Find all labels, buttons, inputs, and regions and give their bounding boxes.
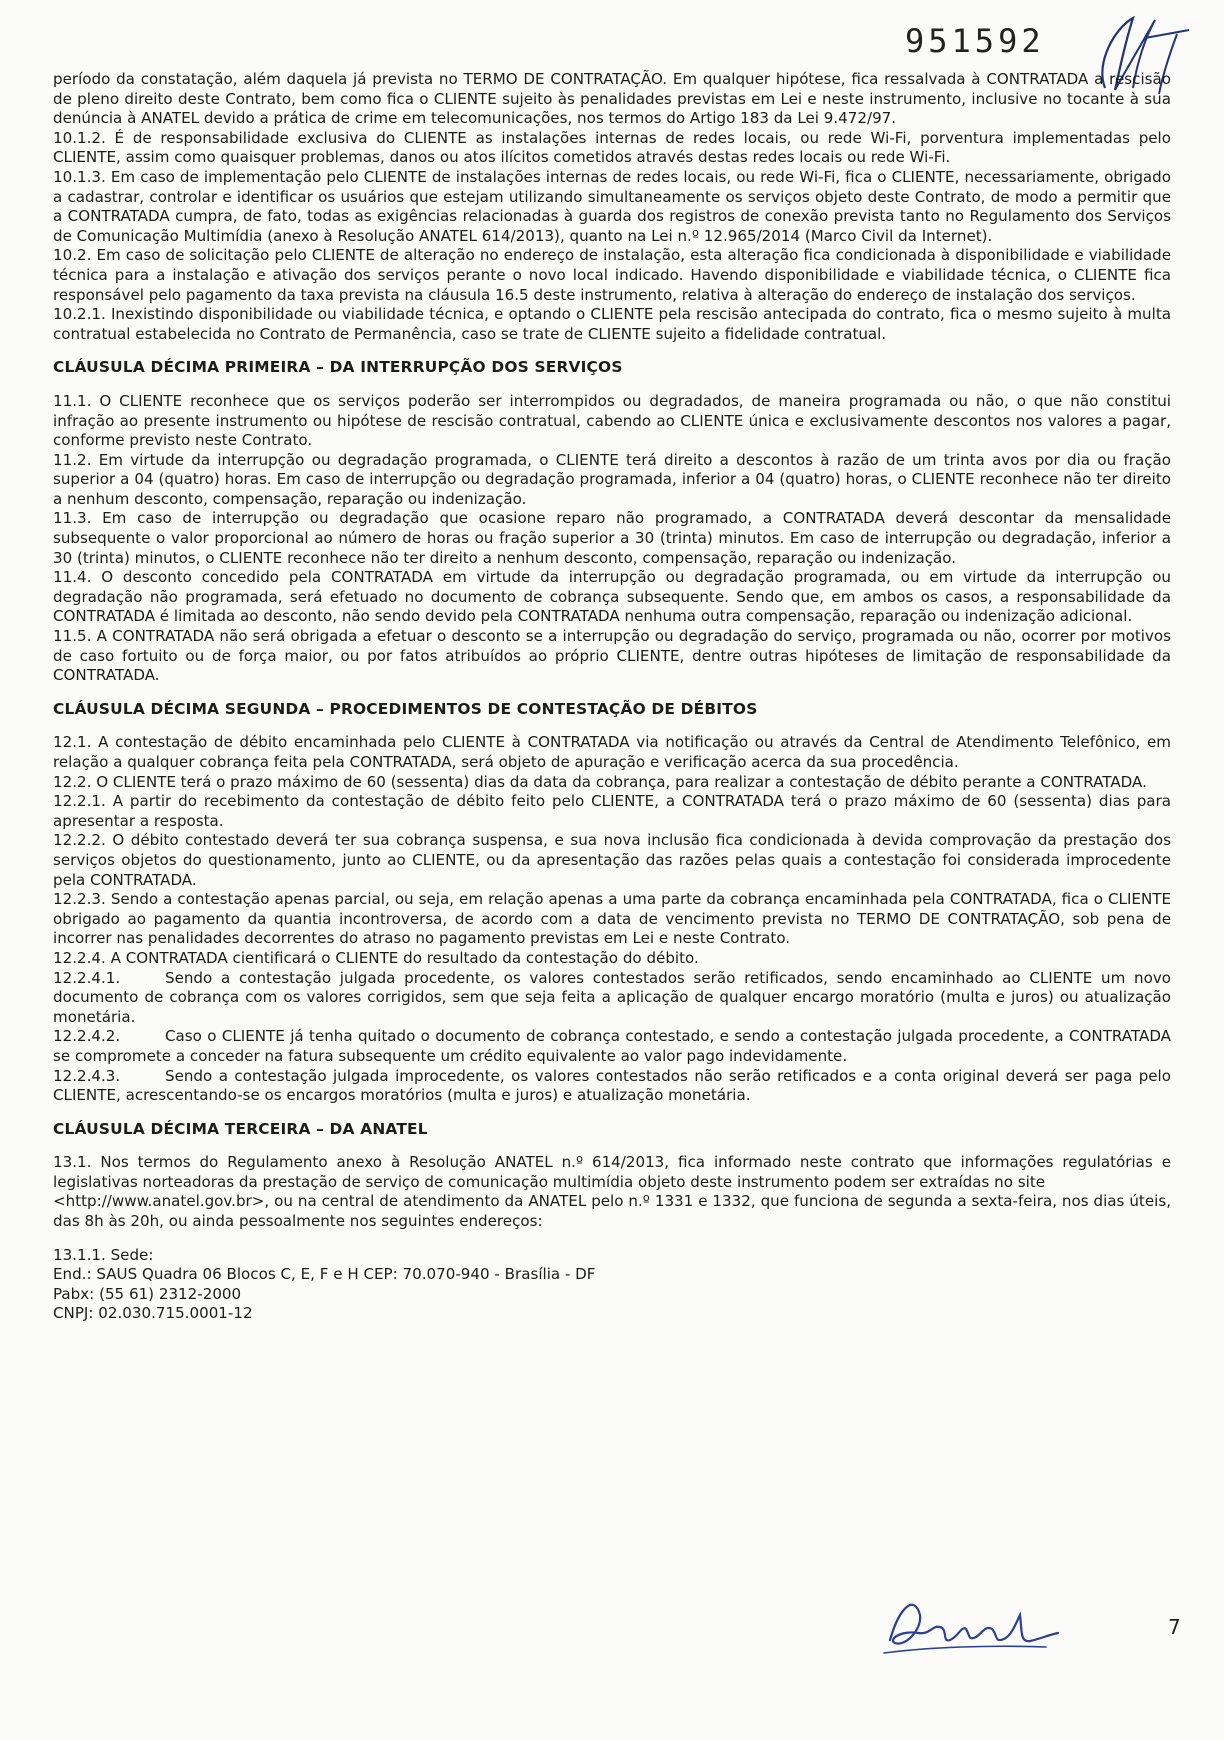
handwritten-signature xyxy=(870,1585,1070,1665)
clause-13-heading: CLÁUSULA DÉCIMA TERCEIRA – DA ANATEL xyxy=(53,1119,428,1138)
spacer xyxy=(53,719,1171,733)
clause-12-heading: CLÁUSULA DÉCIMA SEGUNDA – PROCEDIMENTOS DE CONTESTAÇÃO DE DÉBITOS xyxy=(53,699,758,718)
paragraph-10-2-1: 10.2.1. Inexistindo disponibilidade ou viabilidade técnica, e optando o CLIENTE pela rescisão antecipada do contrato, fica o mesmo sujeito à multa contratual estabelecida no Contrato de Permanência, caso se trate de CLIENTE sujeito a fidelidade contratual. xyxy=(53,305,1171,343)
spacer xyxy=(53,344,1171,358)
paragraph-text: Caso o CLIENTE já tenha quitado o documento de cobrança contestado, e sendo a contestação julgada procedente, a CONTRATADA se compromete a conceder na fatura subsequente um crédito equivalente ao valor pago indevidamente. xyxy=(53,1027,1171,1065)
page-number: 7 xyxy=(1168,1615,1181,1639)
spacer xyxy=(53,1106,1171,1120)
paragraph-11-4: 11.4. O desconto concedido pela CONTRATADA em virtude da interrupção ou degradação programada, ou em virtude da interrupção ou degradação não programada, será efetuado no documento de cobrança subsequente. Sendo que, em ambos os casos, a responsabilidade da CONTRATADA é limitada ao desconto, não sendo devido pela CONTRATADA nenhuma outra compensação, reparação ou indenização adicional. xyxy=(53,568,1171,626)
address-line: 13.1.1. Sede: xyxy=(53,1245,154,1264)
paragraph-12-2-4-2 xyxy=(53,1027,1171,1066)
paragraph-12-2-3: 12.2.3. Sendo a contestação apenas parcial, ou seja, em relação apenas a uma parte da cobrança encaminhada pela CONTRATADA, fica o CLIENTE obrigado ao pagamento da quantia incontroversa, de acordo com a data de vencimento prevista no TERMO DE CONTRATAÇÃO, sob pena de incorrer nas penalidades decorrentes do atraso no pagamento previstas em Lei e neste Contrato. xyxy=(53,890,1171,948)
paragraph-continuation: período da constatação, além daquela já prevista no TERMO DE CONTRATAÇÃO. Em qualquer hipótese, fica ressalvada à CONTRATADA a rescisão de pleno direito deste Contrato, bem como fica o CLIENTE sujeito às penalidades previstas em Lei e neste instrumento, inclusive no tocante à sua denúncia à ANATEL devido a prática de crime em telecomunicações, nos termos do Artigo 183 da Lei 9.472/97. xyxy=(53,70,1171,128)
paragraph-12-2-4: 12.2.4. A CONTRATADA cientificará o CLIENTE do resultado da contestação do débito. xyxy=(53,948,699,967)
paragraph-number: 12.2.4.1. xyxy=(53,968,121,987)
paragraph-11-1: 11.1. O CLIENTE reconhece que os serviços poderão ser interrompidos ou degradados, de maneira programada ou não, o que não constitui infração ao presente instrumento ou hipótese de rescisão contratual, cabendo ao CLIENTE única e exclusivamente descontos nos valores a pagar, conforme previsto neste Contrato. xyxy=(53,391,1171,450)
paragraph-10-2: 10.2. Em caso de solicitação pelo CLIENTE de alteração no endereço de instalação, esta alteração fica condicionada à disponibilidade e viabilidade técnica para a instalação e ativação dos serviços perante o novo local indicado. Havendo disponibilidade e viabilidade técnica, o CLIENTE fica responsável pelo pagamento da taxa prevista na cláusula 16.5 deste instrumento, relativa à alteração do endereço de instalação dos serviços. xyxy=(53,246,1171,304)
paragraph-number: 12.2.4.2. xyxy=(53,1027,121,1046)
spacer xyxy=(53,1139,1171,1153)
paragraph-12-2-1: 12.2.1. A partir do recebimento da contestação de débito feito pelo CLIENTE, a CONTRATADA terá o prazo máximo de 60 (sessenta) dias para apresentar a resposta. xyxy=(53,792,1171,830)
paragraph-12-2-4-3 xyxy=(53,1067,1171,1106)
address-line: Pabx: (55 61) 2312-2000 xyxy=(53,1284,242,1303)
spacer xyxy=(53,1232,1171,1246)
address-line: End.: SAUS Quadra 06 Blocos C, E, F e H CEP: 70.070-940 - Brasília - DF xyxy=(53,1265,596,1284)
paragraph-number: 12.2.4.3. xyxy=(53,1066,121,1085)
paragraph-11-3: 11.3. Em caso de interrupção ou degradação que ocasione reparo não programado, a CONTRATADA deverá descontar da mensalidade subsequente o valor proporcional ao número de horas ou fração superior a 30 (trinta) minutos. Em caso de interrupção ou degradação, inferior a 30 (trinta) minutos, o CLIENTE reconhece não ter direito a nenhum desconto, compensação, reparação ou indenização. xyxy=(53,509,1171,567)
anatel-address-block xyxy=(53,1246,1171,1324)
document-body xyxy=(53,70,1171,1324)
clause-11-heading: CLÁUSULA DÉCIMA PRIMEIRA – DA INTERRUPÇÃO DOS SERVIÇOS xyxy=(53,358,623,377)
spacer xyxy=(53,686,1171,700)
paragraph-11-5: 11.5. A CONTRATADA não será obrigada a efetuar o desconto se a interrupção ou degradação do serviço, programada ou não, ocorrer por motivos de caso fortuito ou de força maior, ou por fatos atribuídos ao próprio CLIENTE, dentre outras hipóteses de limitação de responsabilidade da CONTRATADA. xyxy=(53,627,1171,685)
paragraph-text: Sendo a contestação julgada procedente, os valores contestados serão retificados, sendo encaminhado ao CLIENTE um novo documento de cobrança com os valores corrigidos, sem que seja feita a aplicação de qualquer encargo moratório (multa e juros) ou atualização monetária. xyxy=(53,968,1171,1026)
address-line: CNPJ: 02.030.715.0001-12 xyxy=(53,1304,253,1323)
paragraph-13-1: 13.1. Nos termos do Regulamento anexo à Resolução ANATEL n.º 614/2013, fica informado neste contrato que informações regulatórias e legislativas norteadoras da prestação de serviço de comunicação multimídia objeto deste instrumento podem ser extraídas no site xyxy=(53,1153,1171,1191)
paragraph-12-1: 12.1. A contestação de débito encaminhada pelo CLIENTE à CONTRATADA via notificação ou através da Central de Atendimento Telefônico, em relação a qualquer cobrança feita pela CONTRATADA, será objeto de apuração e verificação acerca da sua procedência. xyxy=(53,733,1171,771)
paragraph-11-2: 11.2. Em virtude da interrupção ou degradação programada, o CLIENTE terá direito a descontos à razão de um trinta avos por dia ou fração superior a 04 (quatro) horas. Em caso de interrupção ou degradação programada, inferior a 04 (quatro) horas, o CLIENTE reconhece não ter direito a nenhum desconto, compensação, reparação ou indenização. xyxy=(53,450,1171,508)
paragraph-10-1-3: 10.1.3. Em caso de implementação pelo CLIENTE de instalações internas de redes locais, ou rede Wi-Fi, fica o CLIENTE, necessariamente, obrigado a cadastrar, controlar e identificar os usuários que estejam utilizando simultaneamente os serviços objeto deste Contrato, de modo a permitir que a CONTRATADA cumpra, de fato, todas as exigências relacionadas à guarda dos registros de conexão prevista tanto no Regulamento dos Serviços de Comunicação Multimídia (anexo à Resolução ANATEL 614/2013), quanto na Lei n.º 12.965/2014 (Marco Civil da Internet). xyxy=(53,167,1171,245)
paragraph-12-2-2: 12.2.2. O débito contestado deverá ter sua cobrança suspensa, e sua nova inclusão fica condicionada à devida comprovação da prestação dos serviços objetos do questionamento, junto ao CLIENTE, ou da apresentação das razões pelas quais a contestação foi considerada improcedente pela CONTRATADA. xyxy=(53,831,1171,889)
document-number-stamp: 951592 xyxy=(905,22,1045,60)
paragraph-10-1-2: 10.1.2. É de responsabilidade exclusiva do CLIENTE as instalações internas de redes locais, ou rede Wi-Fi, porventura implementadas pelo CLIENTE, assim como quaisquer problemas, danos ou atos ilícitos cometidos através destas redes locais ou rede Wi-Fi. xyxy=(53,128,1171,167)
paragraph-13-1-continued: <http://www.anatel.gov.br>, ou na central de atendimento da ANATEL pelo n.º 1331 e 1332, que funciona de segunda a sexta-feira, nos dias úteis, das 8h às 20h, ou ainda pessoalmente nos seguintes endereços: xyxy=(53,1192,1171,1231)
paragraph-12-2: 12.2. O CLIENTE terá o prazo máximo de 60 (sessenta) dias da data da cobrança, para realizar a contestação de débito perante a CONTRATADA. xyxy=(53,772,1147,791)
paragraph-12-2-4-1 xyxy=(53,969,1171,1028)
paragraph-text: Sendo a contestação julgada improcedente, os valores contestados não serão retificados e a conta original deverá ser paga pelo CLIENTE, acrescentando-se os encargos moratórios (multa e juros) e atualização monetária. xyxy=(53,1066,1171,1105)
spacer xyxy=(53,378,1171,392)
